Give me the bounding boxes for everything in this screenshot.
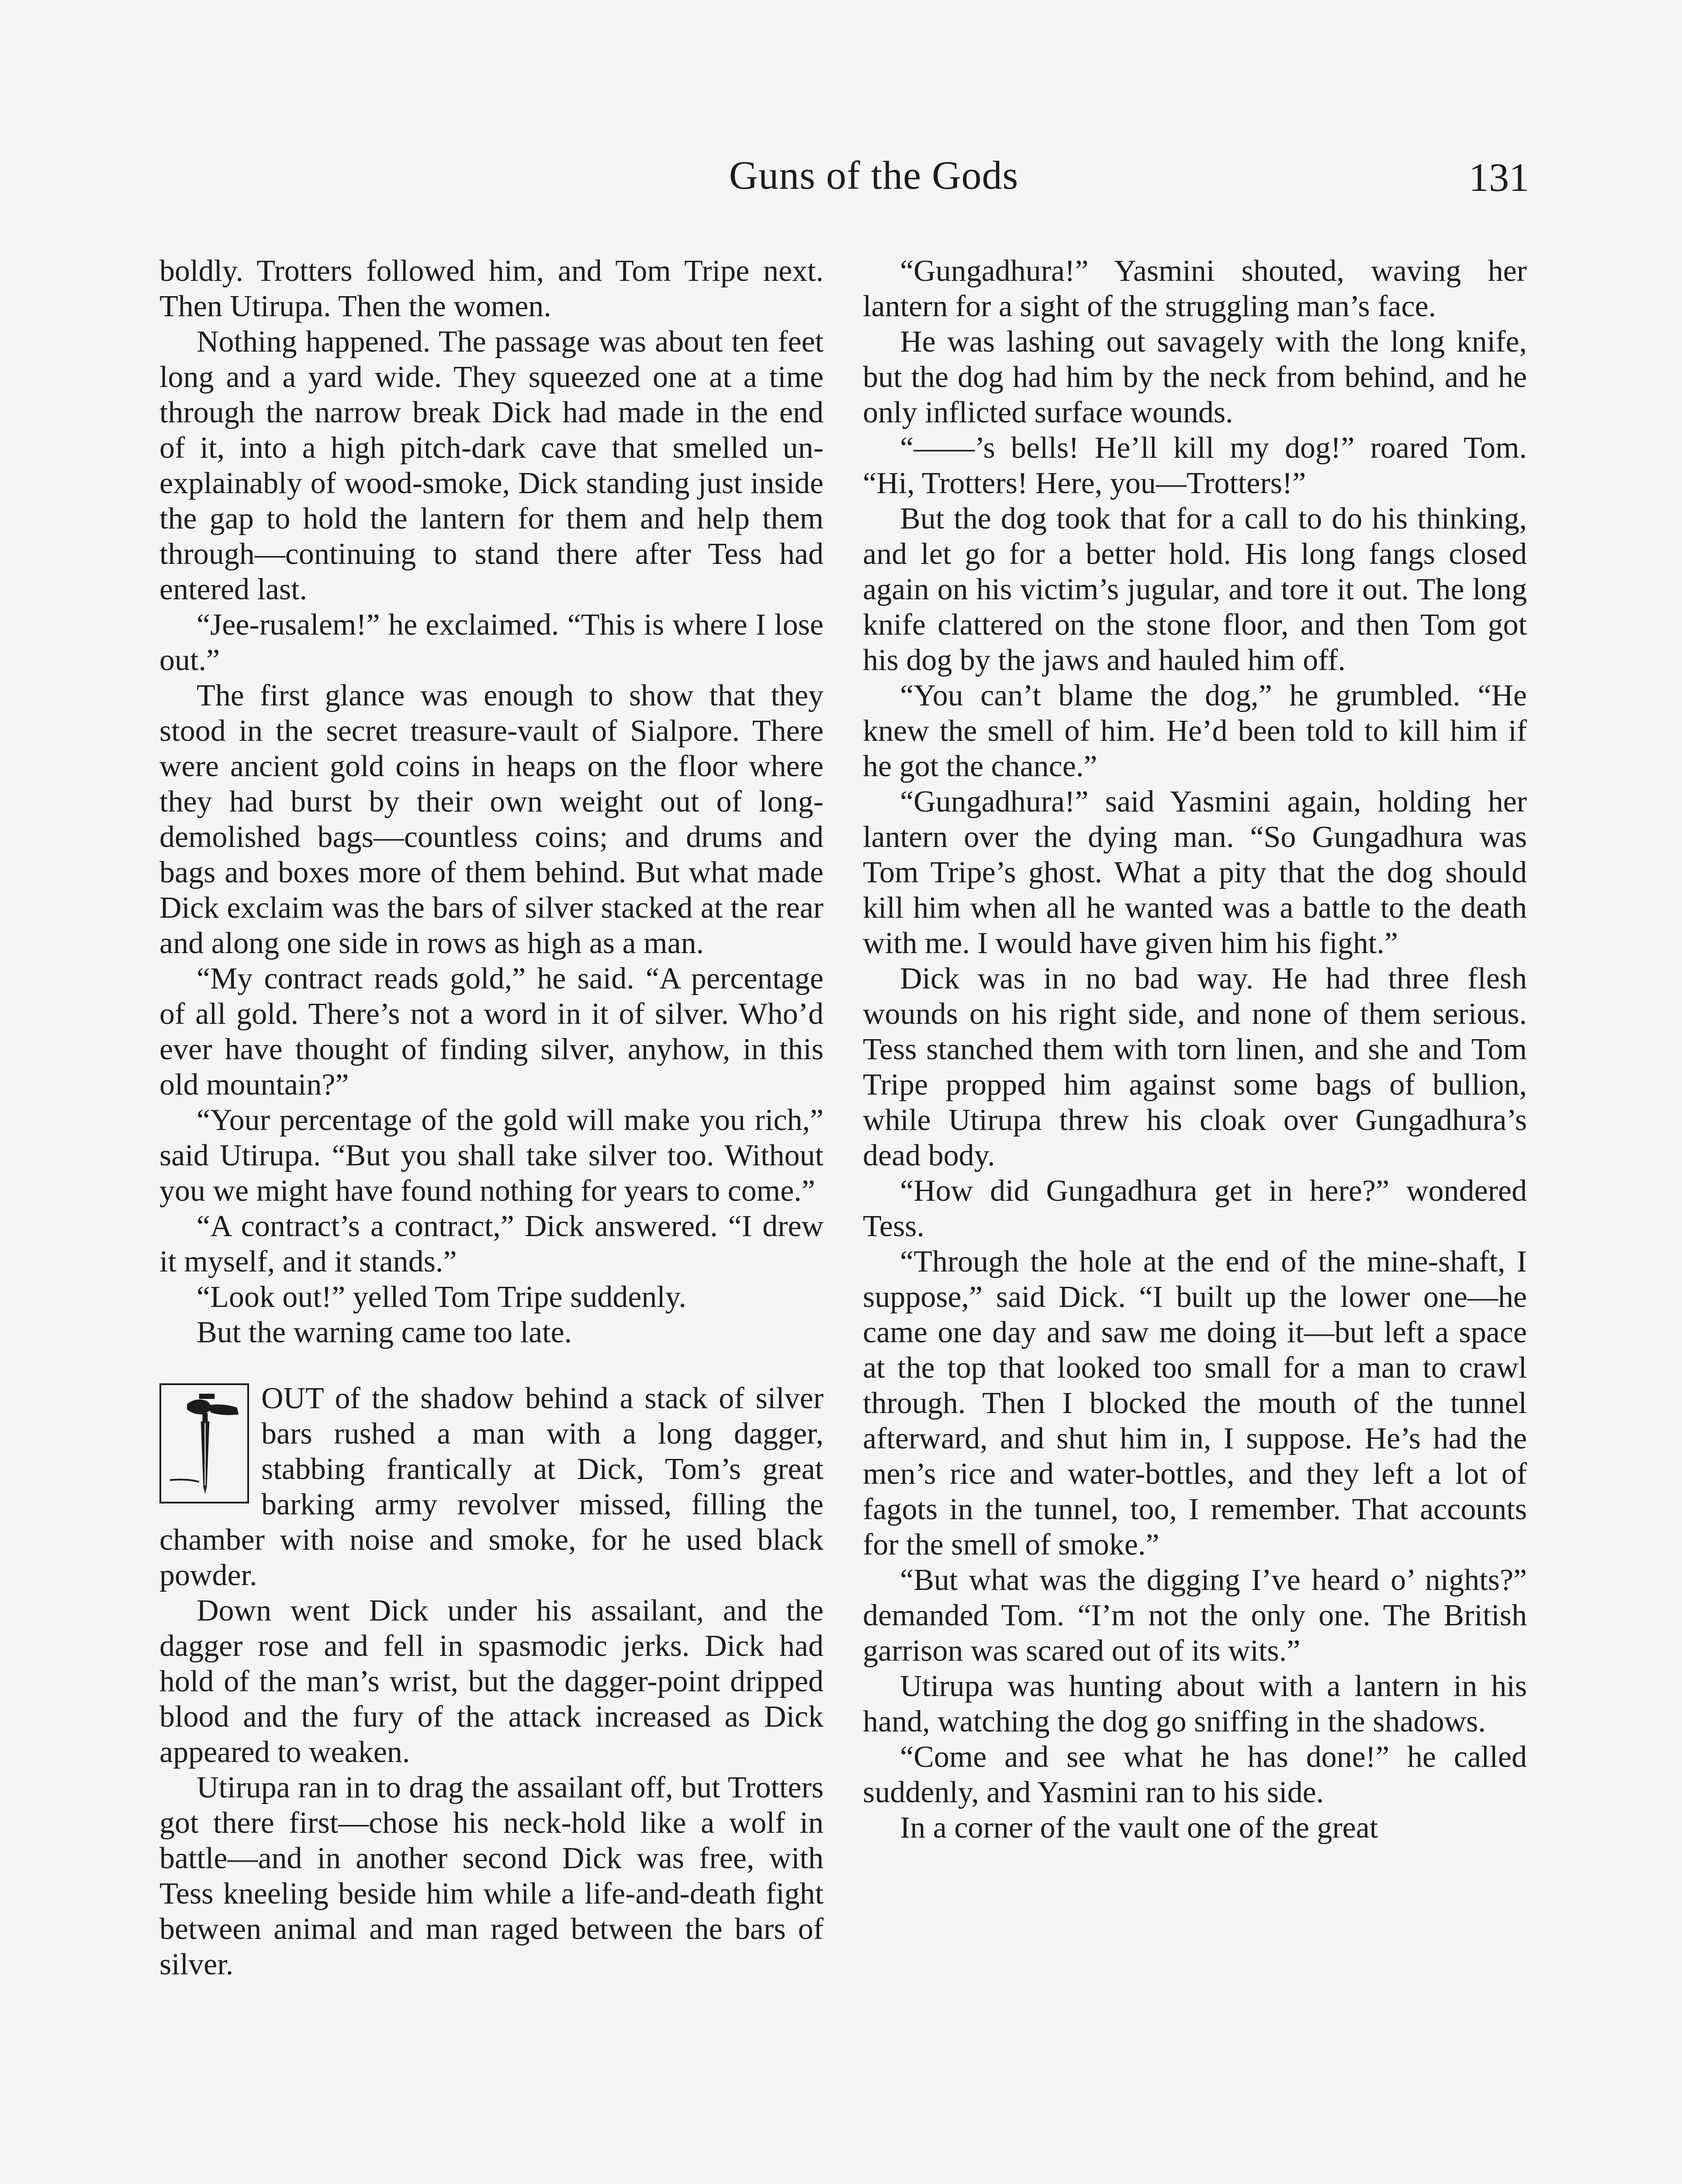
paragraph: “Gungadhura!” Yasmini shouted, waving her lantern for a sight of the struggling man’s face.: [863, 254, 1527, 323]
paragraph: Utirupa ran in to drag the assailant off, but Trotters got there first—chose his neck-hold like a wolf in battle—and in another second Dick was free, with Tess kneeling beside him while a life-and-death fight between animal and man raged between the bars of silver.: [159, 1771, 824, 1981]
paragraph: In a corner of the vault one of the great: [900, 1811, 1378, 1845]
paragraph: “Through the hole at the end of the mine-shaft, I suppose,” said Dick. “I built up the lower one—he came one day and saw me doing it—but left a space at the top that looked too small for a man to crawl through. Then I blocked the mouth of the tunnel afterward, and shut him in, I suppose. He’s had the men’s rice and water-bottles, and they left a lot of fagots in the tunnel, too, I remember. That accounts for the smell of smoke.”: [863, 1245, 1527, 1562]
paragraph: “But what was the digging I’ve heard o’ nights?” demanded Tom. “I’m not the only one. The British garrison was scared out of its wits.”: [863, 1563, 1527, 1668]
paragraph: “Your percentage of the gold will make you rich,” said Utirupa. “But you shall take silver too. Without you we might have found nothing for years to come.”: [159, 1103, 824, 1208]
running-title: Guns of the Gods: [729, 153, 1019, 197]
paragraph: Utirupa was hunting about with a lantern in his hand, watching the dog go sniffing in the shadows.: [863, 1669, 1527, 1738]
paragraph: “You can’t blame the dog,” he grumbled. “He knew the smell of him. He’d been told to kill him if he got the chance.”: [863, 679, 1527, 783]
paragraph: “Jee-rusalem!” he exclaimed. “This is where I lose out.”: [159, 608, 824, 677]
paragraph: “A contract’s a contract,” Dick answered. “I drew it myself, and it stands.”: [159, 1209, 824, 1279]
paragraph: “Come and see what he has done!” he called suddenly, and Yasmini ran to his side.: [863, 1740, 1527, 1809]
paragraph: “Look out!” yelled Tom Tripe suddenly.: [197, 1280, 686, 1314]
paragraph: “Gungadhura!” said Yasmini again, holding her lantern over the dying man. “So Gungadhura was Tom Tripe’s ghost. What a pity that the dog should kill him when all he wanted was a battle to the death with me. I would have given him his fight.”: [863, 785, 1527, 960]
paragraph: “——’s bells! He’ll kill my dog!” roared Tom. “Hi, Trotters! Here, you—Trotters!”: [863, 431, 1527, 500]
paragraph: But the warning came too late.: [197, 1316, 572, 1349]
paragraph: But the dog took that for a call to do his thinking, and let go for a better hold. His long fangs closed again on his victim’s jugular, and tore it out. The long knife clattered on the stone floor, and then Tom got his dog by the jaws and hauled him off.: [863, 502, 1527, 677]
paragraph: “How did Gungadhura get in here?” wondered Tess.: [863, 1174, 1527, 1243]
paragraph: boldly. Trotters followed him, and Tom Tripe next. Then Utirupa. Then the women.: [159, 254, 824, 323]
paragraph: “My contract reads gold,” he said. “A percentage of all gold. There’s not a word in it of silver. Who’d ever have thought of finding silver, anyhow, in this old mountain?”: [159, 962, 824, 1102]
right-column: [863, 253, 1527, 1845]
paragraph: OUT of the shadow behind a stack of silver bars rushed a man with a long dagger, stabbing frantically at Dick, Tom’s great barking army revolver missed, filling the chamber with noise and smoke, for he used black powder.: [159, 1382, 824, 1592]
paragraph: The first glance was enough to show that they stood in the secret treasure-vault of Sialpore. There were ancient gold coins in heaps on the floor where they had burst by their own weight out of long-demolished bags—countless coins; and drums and bags and boxes more of them behind. But what made Dick exclaim was the bars of silver stacked at the rear and along one side in rows as high as a man.: [159, 679, 824, 960]
left-column: [159, 253, 824, 1982]
paragraph: Nothing happened. The passage was about ten feet long and a yard wide. They squeezed one at a time through the narrow break Dick had made in the end of it, into a high pitch-dark cave that smelled unexplainably of wood-smoke, Dick standing just inside the gap to hold the lantern for them and help them through—continuing to stand there after Tess had entered last.: [159, 325, 824, 606]
page-number: 131: [1469, 155, 1529, 200]
paragraph: Down went Dick under his assailant, and the dagger rose and fell in spasmodic jerks. Dick had hold of the man’s wrist, but the dagger-point dripped blood and the fury of the attack increased as Dick appeared to weaken.: [159, 1594, 824, 1769]
dagger-illustration-icon: [159, 1383, 249, 1503]
paragraph: Dick was in no bad way. He had three flesh wounds on his right side, and none of them serious. Tess stanched them with torn linen, and she and Tom Tripe propped him against some bags of bullion, while Utirupa threw his cloak over Gungadhura’s dead body.: [863, 962, 1527, 1172]
paragraph: He was lashing out savagely with the long knife, but the dog had him by the neck from behind, and he only inflicted surface wounds.: [863, 325, 1527, 429]
